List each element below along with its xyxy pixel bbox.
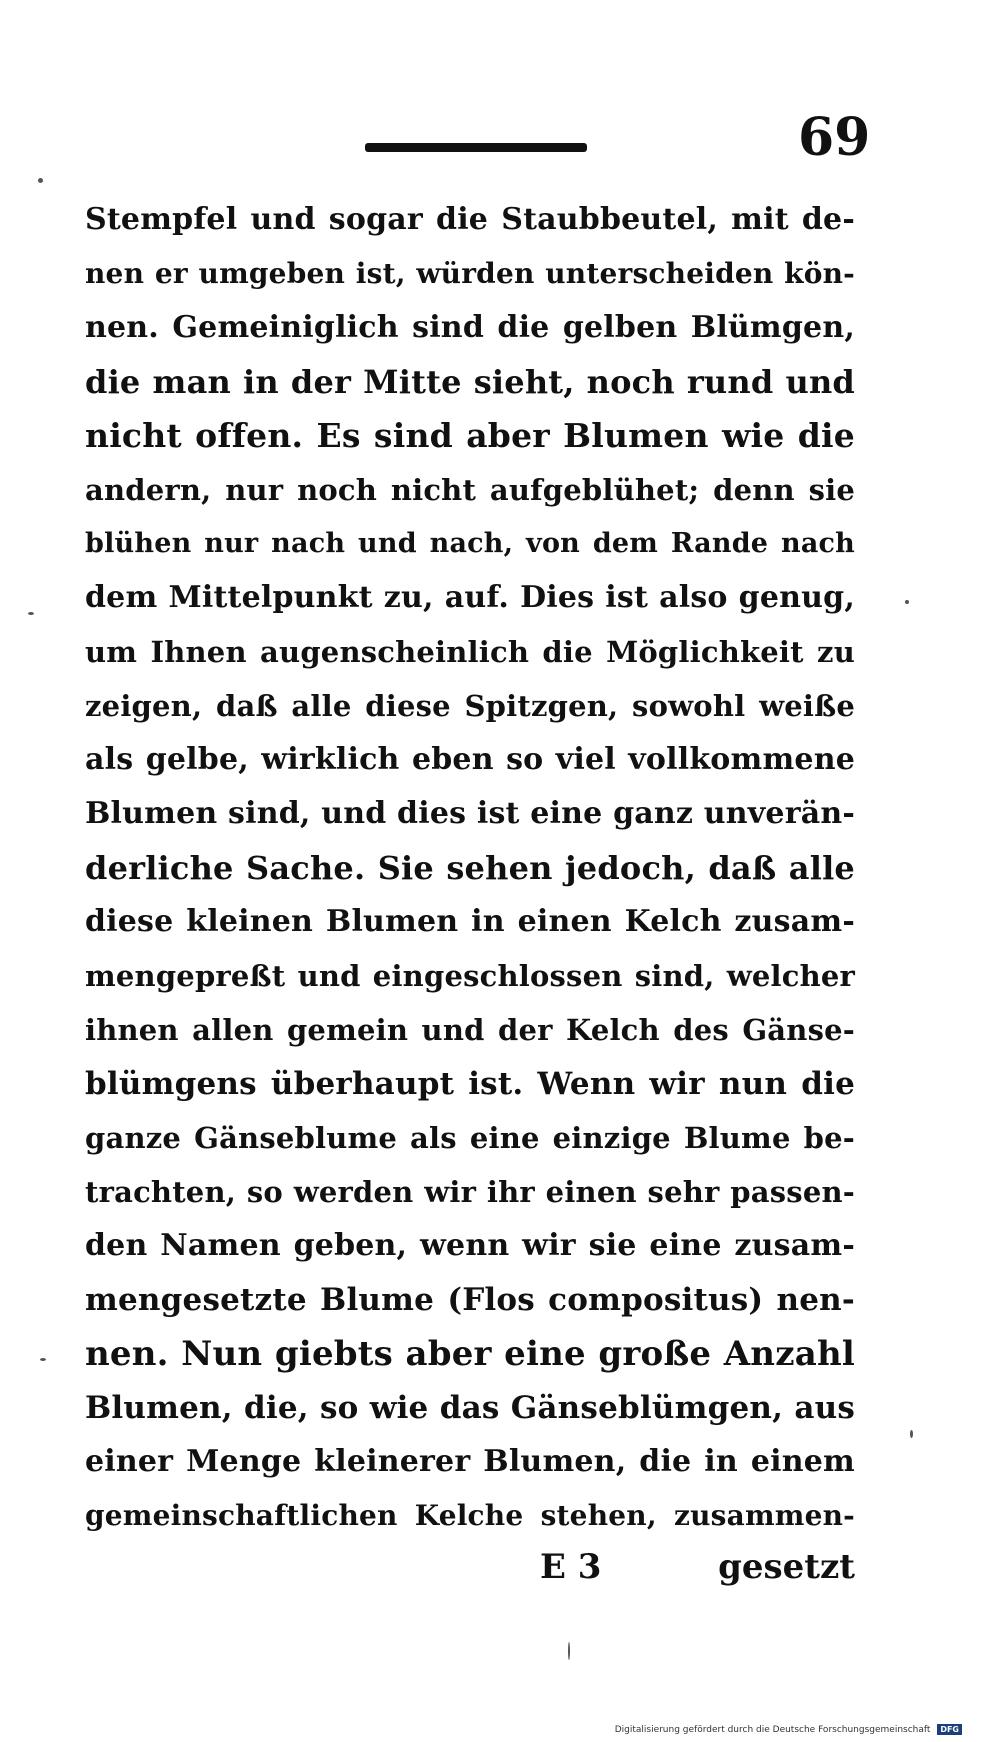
text-line: blühen nur nach und nach, von dem Rande nach (85, 528, 855, 559)
text-line: nen. Gemeiniglich sind die gelben Blümgen, (85, 310, 855, 345)
text-line: die man in der Mitte sieht, noch rund und (85, 363, 855, 401)
credit-text: Digitalisierung gefördert durch die Deutsche Forschungsgemeinschaft (614, 1725, 931, 1735)
text-line: Blumen sind, und dies ist eine ganz unverän- (85, 796, 856, 831)
print-speck (905, 600, 909, 604)
text-line: Blumen, die, so wie das Gänseblümgen, aus (85, 1390, 855, 1426)
print-speck (38, 178, 43, 183)
print-speck (40, 1358, 46, 1361)
page-footer (85, 1540, 855, 1594)
print-speck (28, 612, 34, 615)
text-line: mengesetzte Blume (Flos compositus) nen- (85, 1282, 855, 1318)
text-line: nen er umgeben ist, würden unterscheiden kön- (85, 257, 855, 290)
text-line: trachten, so werden wir ihr einen sehr passen- (85, 1175, 855, 1209)
text-line: ihnen allen gemein und der Kelch des Gänse- (85, 1013, 855, 1047)
text-line: mengepreßt und eingeschlossen sind, welcher (85, 959, 855, 993)
page-number: 69 (798, 107, 871, 168)
signature-mark: E 3 (540, 1547, 602, 1587)
text-line: einer Menge kleinerer Blumen, die in einem (85, 1444, 855, 1479)
digitization-credit (615, 1724, 962, 1736)
text-line: nicht offen. Es sind aber Blumen wie die (85, 416, 855, 455)
catchword: gesetzt (718, 1547, 855, 1587)
text-line: gemeinschaftlichen Kelche stehen, zusammen- (85, 1499, 855, 1532)
text-line: derliche Sache. Sie sehen jedoch, daß alle (85, 849, 855, 887)
text-line: um Ihnen augenscheinlich die Möglichkeit zu (85, 635, 855, 669)
dfg-logo: DFG (937, 1724, 962, 1735)
text-line: diese kleinen Blumen in einen Kelch zusam- (85, 904, 855, 939)
text-line: andern, nur noch nicht aufgeblühet; denn sie (85, 473, 855, 507)
text-line: ganze Gänseblume als eine einzige Blume be- (85, 1121, 855, 1155)
print-speck (910, 1430, 913, 1438)
text-line: dem Mittelpunkt zu, auf. Dies ist also genug, (85, 580, 855, 615)
text-line: blümgens überhaupt ist. Wenn wir nun die (85, 1066, 855, 1102)
text-line: Stempfel und sogar die Staubbeutel, mit de- (85, 202, 855, 237)
text-line: zeigen, daß alle diese Spitzgen, sowohl weiße (85, 689, 855, 723)
text-line: den Namen geben, wenn wir sie eine zusam- (85, 1228, 855, 1263)
body-text (85, 193, 855, 1543)
text-line: als gelbe, wirklich eben so viel vollkommene (85, 742, 855, 777)
print-speck (568, 1642, 570, 1660)
header-rule (365, 143, 587, 152)
text-line: nen. Nun giebts aber eine große Anzahl (85, 1334, 855, 1374)
